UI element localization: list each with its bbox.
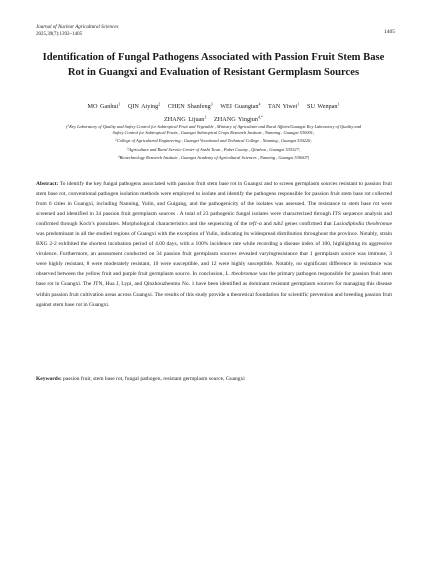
- abstract-label: Abstract:: [36, 181, 59, 187]
- paper-title: Identification of Fungal Pathogens Associated with Passion Fruit Stem Base Rot in Guangxi and Evaluation of Resistant Germplasm Sources: [42, 52, 385, 78]
- affiliation: ($^1$Key Laboratory of Quality and Safety Control for Subtropical Fruit and Vegetable , Ministry of Agriculture and Rural Affairs/Guangxi Key Laboratory of Quality and Safety Control for Subtropical Fruits , Guangxi Subtropical Crops Research Institute , Nanning , Guangxi 530001;: [66, 123, 361, 136]
- author: QIN Aiying$^2$: [127, 101, 161, 110]
- running-header: [36, 24, 118, 38]
- gene-name: tub2: [273, 221, 284, 228]
- affiliations: [62, 122, 365, 161]
- author: CHEN Shanfeng$^3$: [167, 101, 213, 110]
- affiliation: $^2$College of Agricultural Engineering , Guangxi Vocational and Technical College , Nanning , Guangxi 530226;: [115, 137, 312, 144]
- affiliation: $^4$Biotechnology Research Institute , Guangxi Academy of Agricultural Sciences , Nanning , Guangxi 530007): [117, 154, 310, 160]
- page-number: 1405: [384, 29, 395, 35]
- author: ZHANG Yingjun$^{4,*}$: [214, 114, 263, 123]
- abstract: Abstract: To identify the key fungal pathogens associated with passion fruit stem base rot in Guangxi and to screen germplasm sources resistant to passion fruit stem base rot, conventional pathogen isolation methods were employed to isolate and identify the pathogens responsible for passion fruit stem base rot collected from 6 cities in Guangxi, including Nanning, Yulin, and Guigang, and the pathogenicity of the isolates was assessed. The resistance to stem base rot were screened and identified in 34 passion fruit germplasm sources . A total of 23 pathogenic fungal isolates were characterized through ITS sequence analysis and confirmed through Koch’s postulates. Morphological characteristics and the sequencing of the tef1-α and tub2 genes confirmed that Lasiodiplodia theobromae was predominant in all the studied regions of Guangxi with the exception of Yulin, indicating its widespread distribution throughout the province. Notably, strain BXG 2-2 exhibited the shortest incubation period of 4.00 days, with a 100% incidence rate while recording a disease index of 100, highlighting its aggressive virulence. Furthermore, an assessment conducted on 34 passion fruit germplasm sources revealed varyingresistance that 1 germplasm source was immune, 3 were highly resistant, 8 were moderately resistant, 10 were susceptible, and 12 were highly susceptible. Notably, no significant difference in resistance was observed between the yellow fruit and purple fruit germplasm source. In conclusion, L. theobromae was the primary pathogen responsible for passion fruit stem base rot in Guangxi. The JTN, Hua J, Lypi, and Qinzhouzhenmu No. 1 have been identified as dominant resistant germplasm sources for managing this disease within passion fruit cultivation areas across Guangxi. The results of this study provide a theoretical foundation for scientific prevention and breeding passion fruit against stem base rot in Guangxi.: [36, 181, 393, 308]
- keywords-label: Keywords:: [36, 376, 62, 382]
- author: TAN Yiwei$^1$: [268, 101, 300, 110]
- author: WEI Guangtan$^4$: [220, 101, 261, 110]
- journal-name: Journal of Nuclear Agricultural Sciences: [36, 25, 119, 30]
- affiliation: $^3$Agriculture and Rural Service Center of Anshi Town , Pubei County , Qinzhou , Guangxi 535327;: [126, 145, 301, 152]
- keywords-text: passion fruit, stem base rot, fungal pathogen, resistant germplasm source, Guangxi: [61, 376, 245, 382]
- author: ZHANG Lijuan$^1$: [164, 114, 207, 123]
- author: MO Ganhui$^1$: [87, 101, 121, 110]
- species-name: L. theobromae: [225, 271, 258, 278]
- species-name: Lasiodiplodia theobromae: [333, 221, 393, 228]
- keywords: [36, 374, 392, 384]
- journal-issue: 2025,39(7):1392~1405: [36, 32, 83, 37]
- gene-name: tef1-α: [248, 221, 262, 228]
- author: SU Wenpan$^1$: [307, 101, 340, 110]
